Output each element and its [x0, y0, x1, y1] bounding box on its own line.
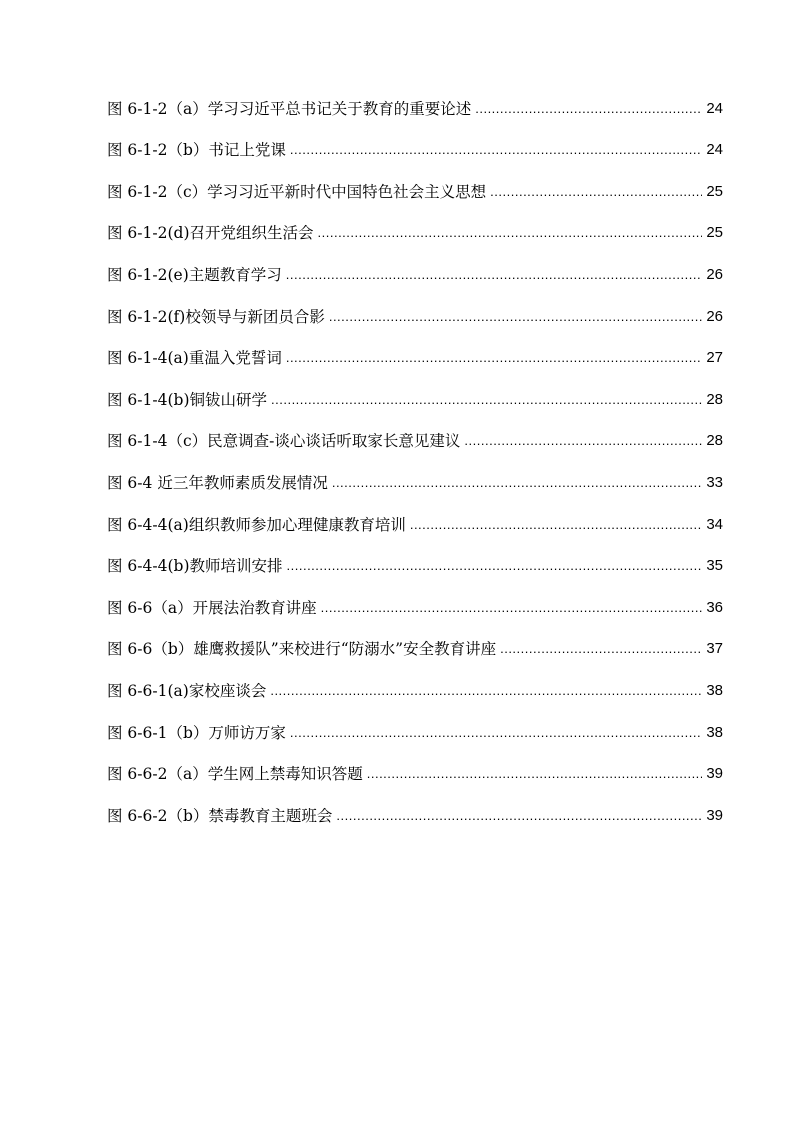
toc-entry-page: 26: [706, 265, 723, 283]
toc-entry[interactable]: [107, 294, 723, 336]
toc-entry-page: 35: [706, 557, 723, 575]
toc-entry-label: 图 6-1-4(a)重温入党誓词: [107, 349, 282, 368]
toc-entry-page: 38: [706, 681, 723, 699]
dot-leader: [270, 683, 702, 699]
dot-leader: [464, 433, 702, 449]
dot-leader: [321, 600, 702, 616]
toc-entry[interactable]: [107, 211, 723, 253]
toc-entry-label: 图 6-1-2（a）学习习近平总书记关于教育的重要论述: [107, 99, 472, 118]
toc-entry-label: 图 6-6-1(a)家校座谈会: [107, 681, 267, 700]
toc-entry-label: 图 6-1-4（c）民意调查-谈心谈话听取家长意见建议: [107, 432, 461, 451]
toc-entry-label: 图 6-4-4(a)组织教师参加心理健康教育培训: [107, 515, 406, 534]
toc-entry-label: 图 6-1-2（c）学习习近平新时代中国特色社会主义思想: [107, 182, 487, 201]
figure-list: [107, 86, 723, 835]
toc-entry-page: 25: [706, 224, 723, 242]
toc-entry[interactable]: [107, 252, 723, 294]
toc-entry[interactable]: [107, 460, 723, 502]
dot-leader: [286, 267, 702, 283]
toc-entry-label: 图 6-1-2(f)校领导与新团员合影: [107, 307, 325, 326]
toc-entry-page: 26: [706, 307, 723, 325]
dot-leader: [290, 142, 702, 158]
dot-leader: [500, 641, 702, 657]
toc-entry[interactable]: [107, 710, 723, 752]
toc-entry-label: 图 6-1-2(e)主题教育学习: [107, 265, 282, 284]
toc-entry[interactable]: [107, 627, 723, 669]
toc-entry-page: 36: [706, 598, 723, 616]
toc-entry-page: 34: [706, 515, 723, 533]
toc-entry-page: 39: [706, 806, 723, 824]
toc-entry-label: 图 6-6（b）雄鹰救援队”来校进行“防溺水”安全教育讲座: [107, 640, 497, 659]
toc-entry[interactable]: [107, 128, 723, 170]
toc-entry-page: 24: [706, 141, 723, 159]
toc-entry[interactable]: [107, 169, 723, 211]
toc-entry-label: 图 6-6（a）开展法治教育讲座: [107, 598, 317, 617]
toc-entry-label: 图 6-6-1（b）万师访万家: [107, 723, 286, 742]
dot-leader: [336, 808, 702, 824]
toc-entry-label: 图 6-4 近三年教师素质发展情况: [107, 473, 328, 492]
dot-leader: [286, 350, 702, 366]
toc-entry[interactable]: [107, 377, 723, 419]
toc-entry[interactable]: [107, 336, 723, 378]
toc-entry[interactable]: [107, 502, 723, 544]
toc-entry[interactable]: [107, 585, 723, 627]
toc-entry-label: 图 6-1-4(b)铜钹山研学: [107, 390, 268, 409]
toc-entry-page: 33: [706, 473, 723, 491]
toc-entry[interactable]: [107, 419, 723, 461]
toc-entry-label: 图 6-6-2（a）学生网上禁毒知识答题: [107, 765, 363, 784]
dot-leader: [287, 558, 702, 574]
toc-entry-label: 图 6-1-2（b）书记上党课: [107, 141, 286, 160]
dot-leader: [490, 184, 702, 200]
dot-leader: [329, 309, 702, 325]
toc-entry[interactable]: [107, 544, 723, 586]
toc-entry-page: 28: [706, 432, 723, 450]
toc-entry[interactable]: [107, 668, 723, 710]
toc-entry-page: 24: [706, 99, 723, 117]
toc-entry-page: 28: [706, 390, 723, 408]
toc-entry-page: 38: [706, 723, 723, 741]
dot-leader: [318, 225, 702, 241]
toc-entry-label: 图 6-1-2(d)召开党组织生活会: [107, 224, 314, 243]
toc-entry[interactable]: [107, 86, 723, 128]
dot-leader: [410, 517, 702, 533]
dot-leader: [290, 725, 702, 741]
toc-entry[interactable]: [107, 793, 723, 835]
toc-entry-page: 37: [706, 640, 723, 658]
toc-entry-label: 图 6-4-4(b)教师培训安排: [107, 557, 283, 576]
dot-leader: [475, 101, 702, 117]
dot-leader: [271, 392, 702, 408]
toc-entry-label: 图 6-6-2（b）禁毒教育主题班会: [107, 806, 333, 825]
toc-entry-page: 25: [706, 182, 723, 200]
toc-entry-page: 27: [706, 349, 723, 367]
toc-entry-page: 39: [706, 765, 723, 783]
toc-entry[interactable]: [107, 752, 723, 794]
dot-leader: [367, 766, 702, 782]
dot-leader: [332, 475, 702, 491]
